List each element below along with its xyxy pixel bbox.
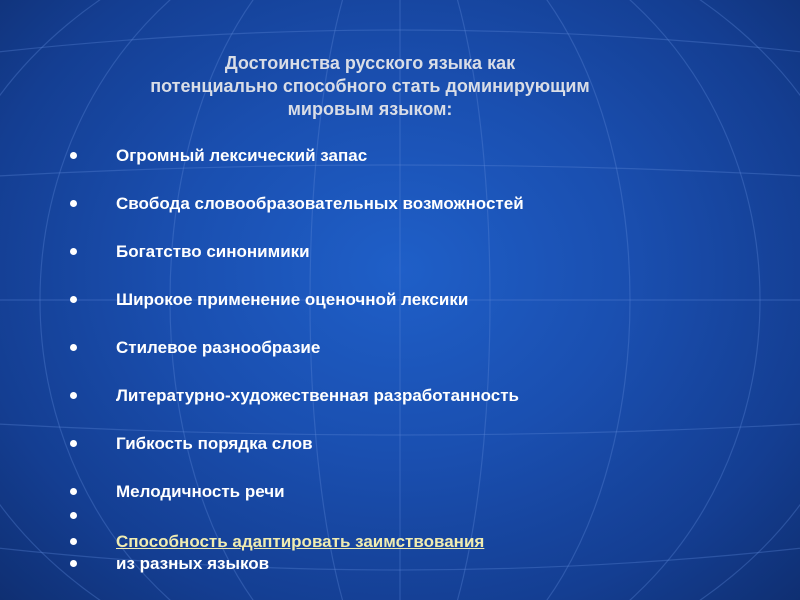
list-item: [0, 482, 800, 502]
list-item-text: Литературно-художественная разработанность: [116, 386, 519, 405]
list-item-text: Гибкость порядка слов: [116, 434, 313, 453]
list-item-text: Свобода словообразовательных возможностей: [116, 194, 524, 213]
bullet-dot-icon: [70, 440, 77, 447]
bullet-dot-icon: [70, 392, 77, 399]
bullet-dot-icon: [70, 488, 77, 495]
title-line-3: мировым языком:: [287, 99, 453, 119]
list-item: [0, 290, 800, 310]
bullet-dot-icon: [70, 200, 77, 207]
list-item-text: Стилевое разнообразие: [116, 338, 321, 357]
bullet-dot-icon: [70, 248, 77, 255]
list-item-text: Мелодичность речи: [116, 482, 285, 501]
list-item: [0, 338, 800, 358]
list-item-text: из разных языков: [116, 554, 270, 573]
bullet-dot-icon: [70, 560, 77, 567]
list-item-text: Огромный лексический запас: [116, 146, 368, 165]
list-item-text: Широкое применение оценочной лексики: [116, 290, 469, 309]
bullet-dot-icon: [70, 512, 77, 519]
list-item: [0, 532, 800, 552]
list-item: [0, 554, 800, 574]
list-item: [0, 506, 800, 526]
list-item: [0, 434, 800, 454]
bullet-dot-icon: [70, 344, 77, 351]
bullet-dot-icon: [70, 296, 77, 303]
list-item: [0, 146, 800, 166]
list-item: [0, 194, 800, 214]
bullet-dot-icon: [70, 538, 77, 545]
list-item: [0, 386, 800, 406]
title-line-2: потенциально способного стать доминирующим: [150, 76, 590, 96]
list-item-text: Богатство синонимики: [116, 242, 310, 261]
bullet-dot-icon: [70, 152, 77, 159]
list-item: [0, 242, 800, 262]
title-line-1: Достоинства русского языка как: [224, 53, 516, 73]
adapt-borrowings-link[interactable]: Способность адаптировать заимствования: [116, 532, 485, 551]
